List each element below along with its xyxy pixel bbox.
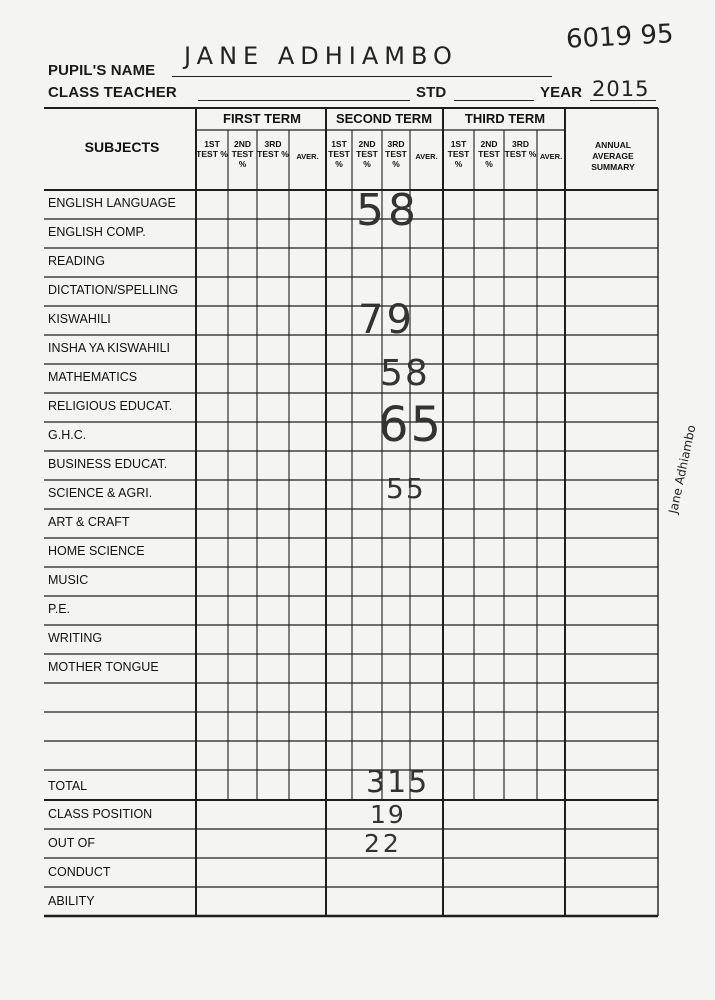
- pupil-name-value: JANE ADHIAMBO: [184, 42, 458, 70]
- test-column-header: 1ST TEST %: [447, 139, 470, 169]
- pupil-name-label: PUPIL'S NAME: [48, 62, 156, 79]
- score-religious: 65: [378, 397, 444, 453]
- side-signature: Jane Adhiambo: [666, 423, 699, 515]
- subject-label: KISWAHILI: [48, 312, 111, 326]
- third-term-header: THIRD TERM: [464, 111, 546, 126]
- subject-label: RELIGIOUS EDUCAT.: [48, 399, 173, 413]
- subject-label: BUSINESS EDUCAT.: [48, 457, 168, 471]
- first-term-header: FIRST TERM: [223, 111, 301, 126]
- test-column-header: 3RD TEST %: [385, 139, 407, 169]
- summary-label: CONDUCT: [48, 865, 111, 879]
- subjects-header: SUBJECTS: [84, 139, 160, 155]
- score-kiswahili: 79: [358, 297, 415, 343]
- subject-label: MOTHER TONGUE: [48, 660, 159, 674]
- test-column-header: 2ND TEST %: [231, 139, 254, 169]
- test-column-header: 3RD TEST %: [257, 139, 289, 159]
- year-label: YEAR: [540, 84, 583, 101]
- summary-label: ABILITY: [48, 894, 95, 908]
- summary-label: CLASS POSITION: [48, 807, 153, 821]
- test-column-header: 1ST TEST %: [328, 139, 350, 169]
- subject-label: MUSIC: [48, 573, 89, 587]
- subject-label: MATHEMATICS: [48, 370, 138, 384]
- second-term-header: SECOND TERM: [335, 111, 433, 126]
- subject-label: P.E.: [48, 602, 71, 616]
- subject-label: READING: [48, 254, 105, 268]
- subject-label: ENGLISH LANGUAGE: [48, 196, 176, 210]
- average-column-header: AVER.: [296, 152, 319, 161]
- subject-label: WRITING: [48, 631, 103, 645]
- summary-label: TOTAL: [48, 779, 88, 793]
- std-label: STD: [416, 84, 447, 101]
- average-column-header: AVER.: [539, 152, 563, 161]
- subject-label: HOME SCIENCE: [48, 544, 145, 558]
- summary-label: OUT OF: [48, 836, 95, 850]
- subject-label: ART & CRAFT: [48, 515, 130, 529]
- test-column-header: 3RD TEST %: [504, 139, 537, 159]
- subject-label: INSHA YA KISWAHILI: [48, 341, 171, 355]
- test-column-header: 1ST TEST %: [196, 139, 228, 159]
- reference-number: 6019 95: [565, 19, 675, 55]
- score-mathematics: 58: [380, 353, 430, 394]
- subject-label: G.H.C.: [48, 428, 87, 442]
- subject-label: ENGLISH COMP.: [48, 225, 146, 239]
- score-science: 55: [386, 472, 426, 505]
- subject-label: SCIENCE & AGRI.: [48, 486, 153, 500]
- year-value: 2015: [592, 77, 650, 101]
- test-column-header: 2ND TEST %: [478, 139, 500, 169]
- average-column-header: AVER.: [415, 152, 438, 161]
- score-english: 58: [356, 185, 420, 236]
- test-column-header: 2ND TEST %: [356, 139, 378, 169]
- total-value: 315: [366, 765, 430, 800]
- class-teacher-label: CLASS TEACHER: [48, 84, 177, 101]
- annual-average-header: ANNUAL AVERAGE SUMMARY: [591, 140, 635, 172]
- class-position-value: 19: [370, 800, 406, 829]
- out-of-value: 22: [364, 829, 402, 858]
- subject-label: DICTATION/SPELLING: [48, 283, 179, 297]
